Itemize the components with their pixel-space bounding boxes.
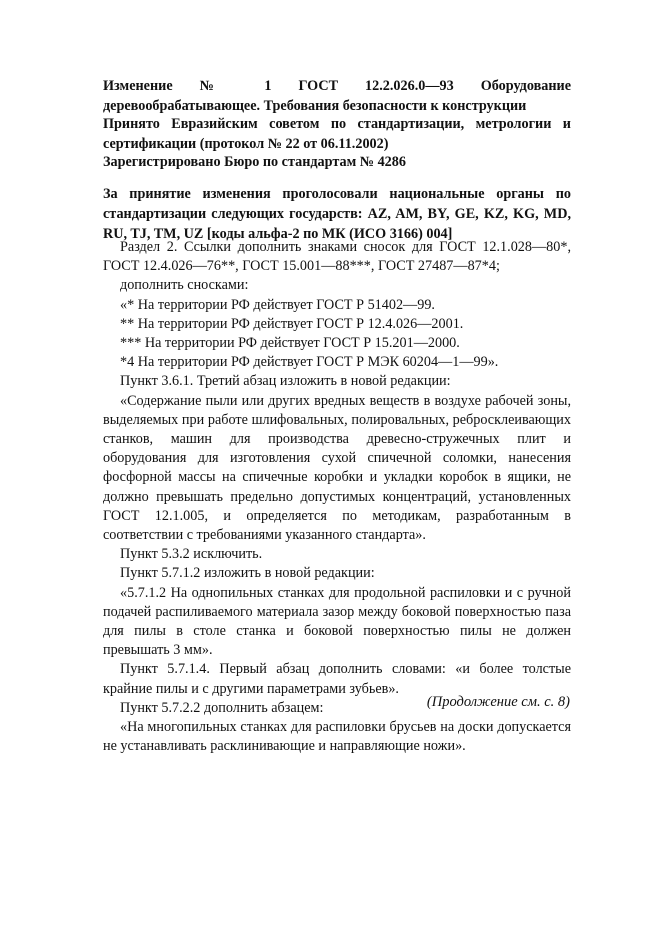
body-paragraph: Пункт 5.3.2 исключить. [120,546,263,563]
body-paragraph: Раздел 2. Ссылки дополнить знаками сносок для ГОСТ 12.1.028—80*, ГОСТ 12.4.026—76**, ГОСТ 15.001—88***, ГОСТ 27487—87*4; [103,239,571,275]
adopted-statement: Принято Евразийским советом по стандартизации, метрологии и сертификации (протокол № 22 от 06.11.2002) [103,116,571,152]
registration-statement: Зарегистрировано Бюро по стандартам № 4286 [103,154,406,170]
footnote-line: *4 На территории РФ действует ГОСТ Р МЭК 60204—1—99». [120,354,499,371]
footnote-line: *** На территории РФ действует ГОСТ Р 15.201—2000. [120,335,460,352]
body-paragraph: Пункт 3.6.1. Третий абзац изложить в новой редакции: [120,373,451,390]
footnote-line: «* На территории РФ действует ГОСТ Р 51402—99. [120,296,435,313]
change-title: Изменение № 1 ГОСТ 12.2.026.0—93 Оборудование деревообрабатывающее. Требования безопасности к конструкции [103,78,571,114]
body-paragraph: Пункт 5.7.2.2 дополнить абзацем: [120,699,324,716]
body-paragraph: «На многопильных станках для распиловки брусьев на доски допускается не устанавливать расклинивающие и направляющие ножи». [103,719,571,755]
continuation-note: (Продолжение см. с. 8) [426,694,570,710]
body-paragraph: «5.7.1.2 На однопильных станках для продольной распиловки и с ручной подачей распиливаемого материала зазор между боковой поверхностью паза для пилы в столе станка и боковой поверхностью пилы не должен превышать 3 мм». [103,584,571,659]
document-body [103,238,571,756]
body-paragraph: дополнить сносками: [120,277,249,294]
body-paragraph: Пункт 5.7.1.4. Первый абзац дополнить словами: «и более толстые крайние пилы и с другими параметрами зубьев». [103,661,571,697]
body-paragraph: Пункт 5.7.1.2 изложить в новой редакции: [120,565,375,582]
body-paragraph: «Содержание пыли или других вредных веществ в воздухе рабочей зоны, выделяемых при работе шлифовальных, полировальных, ребросклеивающих станков, машин для производства древесно-стружечных плит и оборудования для изготовления сухой спичечной соломки, нанесения фосфорной массы на спичечные коробки и укладки коробок в ящики, не должно превышать предельно допустимых концентраций, установленных ГОСТ 12.1.005, и определяется по методикам, разработанным в соответствии с требованиями указанного стандарта». [103,392,571,544]
voting-statement: За принятие изменения проголосовали национальные органы по стандартизации следующих государств: AZ, AM, BY, GE, KZ, KG, MD, RU, TJ, TM, UZ [коды альфа-2 по МК (ИСО 3166) 004] [103,186,571,242]
footnote-line: ** На территории РФ действует ГОСТ Р 12.4.026—2001. [120,315,464,332]
